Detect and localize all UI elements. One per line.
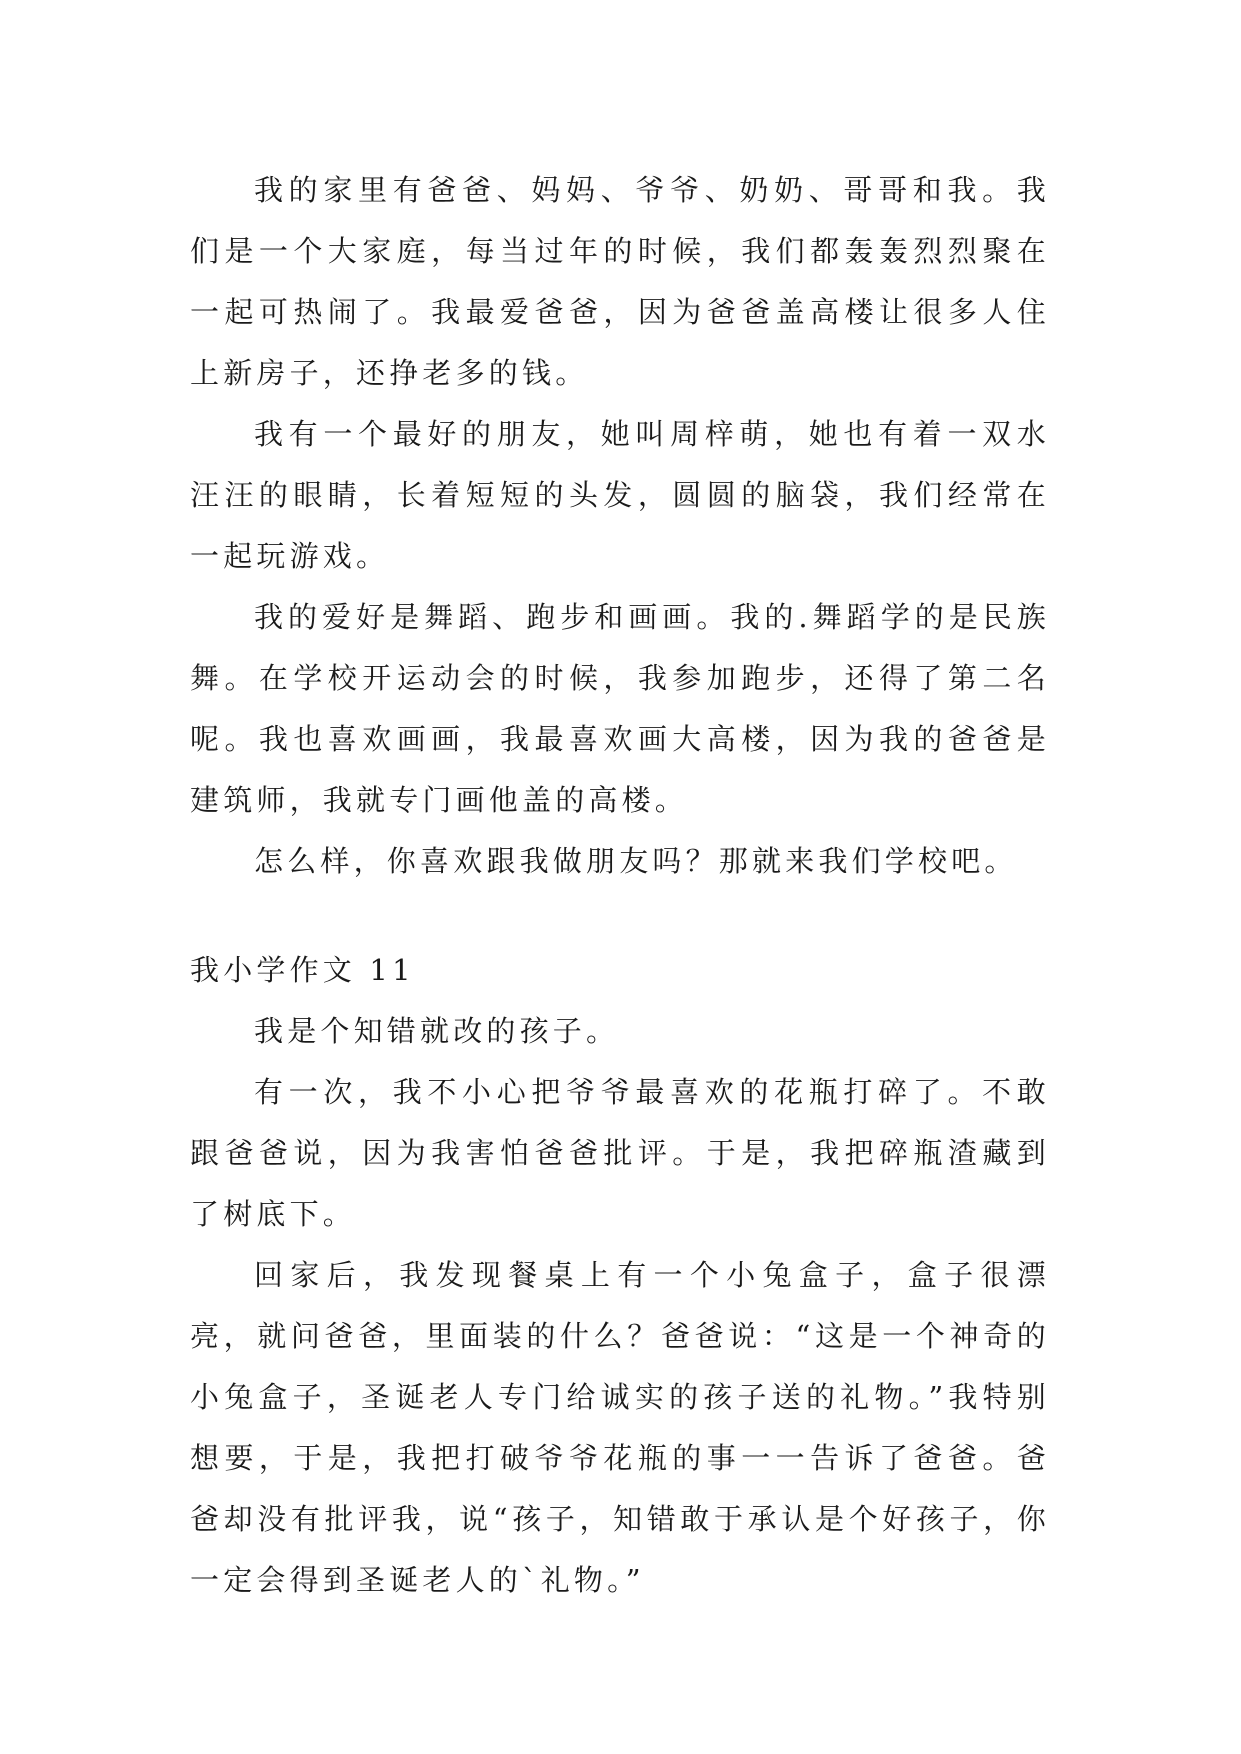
paragraph-hobbies: 我的爱好是舞蹈、跑步和画画。我的.舞蹈学的是民族舞。在学校开运动会的时候，我参加跑步，还得了第二名呢。我也喜欢画画，我最喜欢画大高楼，因为我的爸爸是建筑师，我就专门画他盖的高楼。 <box>190 600 1050 817</box>
paragraph-friend: 我有一个最好的朋友，她叫周梓萌，她也有着一双水汪汪的眼睛，长着短短的头发，圆圆的脑袋，我们经常在一起玩游戏。 <box>190 417 1050 573</box>
paragraph-vase: 有一次，我不小心把爷爷最喜欢的花瓶打碎了。不敢跟爸爸说，因为我害怕爸爸批评。于是，我把碎瓶渣藏到了树底下。 <box>190 1075 1050 1231</box>
document-body <box>190 160 1050 1611</box>
paragraph-family: 我的家里有爸爸、妈妈、爷爷、奶奶、哥哥和我。我们是一个大家庭，每当过年的时候，我们都轰轰烈烈聚在一起可热闹了。我最爱爸爸，因为爸爸盖高楼让很多人住上新房子，还挣老多的钱。 <box>190 173 1050 390</box>
paragraph-gift: 回家后，我发现餐桌上有一个小兔盒子，盒子很漂亮，就问爸爸，里面装的什么？爸爸说：“这是一个神奇的小兔盒子，圣诞老人专门给诚实的孩子送的礼物。”我特别想要，于是，我把打破爷爷花瓶的事一一告诉了爸爸。爸爸却没有批评我，说“孩子，知错敢于承认是个好孩子，你一定会得到圣诞老人的`礼物。” <box>190 1258 1050 1597</box>
paragraph-closing: 怎么样，你喜欢跟我做朋友吗？那就来我们学校吧。 <box>254 844 1018 878</box>
paragraph-intro: 我是个知错就改的孩子。 <box>254 1014 620 1048</box>
section-title: 我小学作文 11 <box>190 953 415 987</box>
section-divider <box>190 892 1050 940</box>
